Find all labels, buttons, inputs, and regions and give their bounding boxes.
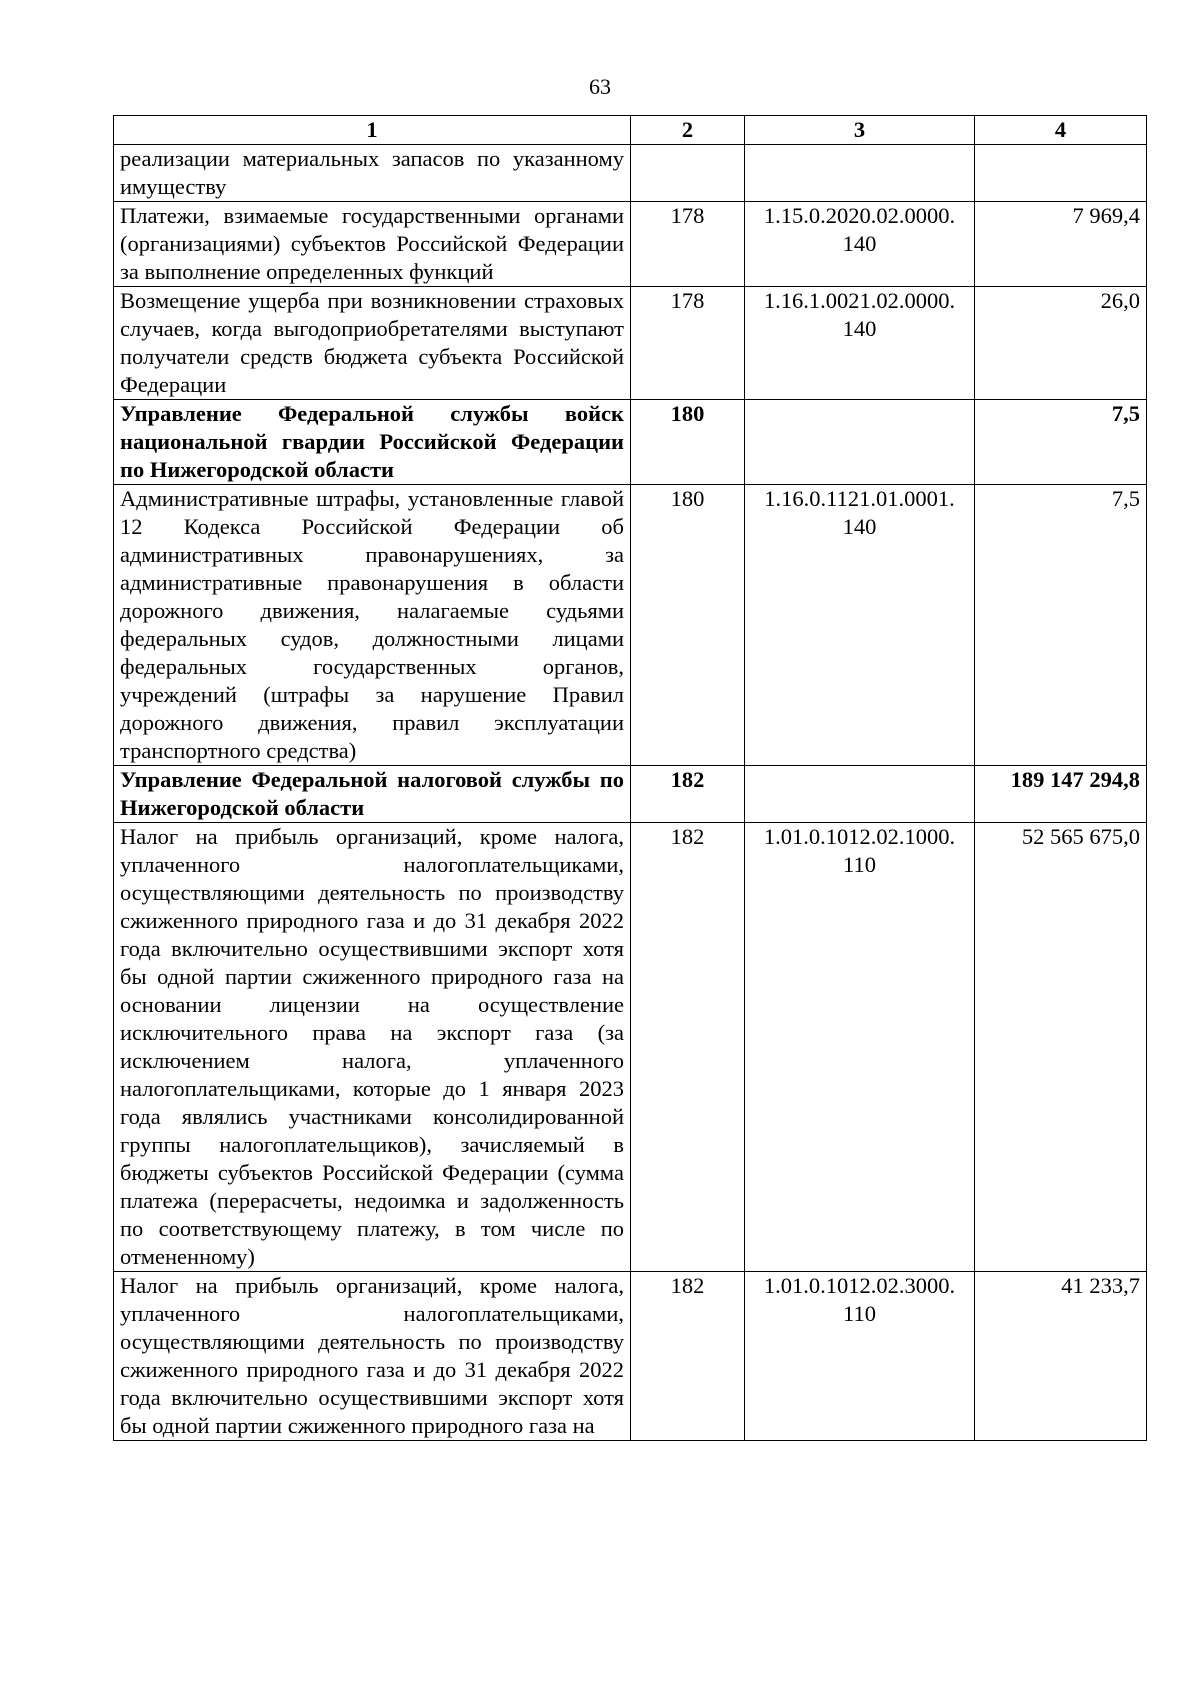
admin-code-cell: 182: [631, 823, 745, 1272]
amount-cell: [975, 145, 1147, 202]
admin-code-cell: 182: [631, 1272, 745, 1441]
table-row-administrator: [114, 400, 1147, 485]
table-body: [114, 145, 1147, 1441]
admin-code-cell: 182: [631, 766, 745, 823]
income-name-cell: Налог на прибыль организаций, кроме налога, уплаченного налогоплательщиками, осуществляющими деятельность по производству сжиженного природного газа и до 31 декабря 2022 года включительно осуществившими экспорт хотя бы одной партии сжиженного природного газа на: [114, 1272, 631, 1441]
budget-code-cell: [745, 823, 975, 1272]
column-header-2: 2: [631, 116, 745, 145]
amount-cell: 189 147 294,8: [975, 766, 1147, 823]
amount-cell: 26,0: [975, 287, 1147, 400]
amount-cell: 41 233,7: [975, 1272, 1147, 1441]
table-row: [114, 485, 1147, 766]
administrator-name-cell: Управление Федеральной налоговой службы по Нижегородской области: [114, 766, 631, 823]
amount-cell: 7,5: [975, 400, 1147, 485]
table-row: [114, 202, 1147, 287]
income-name-cell: Налог на прибыль организаций, кроме налога, уплаченного налогоплательщиками, осуществляющими деятельность по производству сжиженного природного газа и до 31 декабря 2022 года включительно осуществившими экспорт хотя бы одной партии сжиженного природного газа на основании лицензии на осуществление исключительного права на экспорт газа (за исключением налога, уплаченного налогоплательщиками, которые до 1 января 2023 года являлись участниками консолидированной группы налогоплательщиков), зачисляемый в бюджеты субъектов Российской Федерации (сумма платежа (перерасчеты, недоимка и задолженность по соответствующему платежу, в том числе по отмененному): [114, 823, 631, 1272]
table-row-administrator: [114, 766, 1147, 823]
table-row: [114, 287, 1147, 400]
budget-code-part-2: 140: [842, 514, 877, 539]
budget-code-part-1: 1.16.0.1121.01.0001.: [764, 486, 955, 511]
budget-code-cell: [745, 145, 975, 202]
column-header-4: 4: [975, 116, 1147, 145]
income-name-cell: Административные штрафы, установленные главой 12 Кодекса Российской Федерации об административных правонарушениях, за административные правонарушения в области дорожного движения, налагаемые судьями федеральных судов, должностными лицами федеральных государственных органов, учреждений (штрафы за нарушение Правил дорожного движения, правил эксплуатации транспортного средства): [114, 485, 631, 766]
budget-code-cell: [745, 485, 975, 766]
revenue-table: [113, 115, 1147, 1441]
admin-code-cell: 178: [631, 287, 745, 400]
admin-code-cell: [631, 145, 745, 202]
budget-code-part-1: 1.01.0.1012.02.1000.: [763, 824, 956, 849]
amount-cell: 7,5: [975, 485, 1147, 766]
table-row: [114, 1272, 1147, 1441]
budget-code-cell: [745, 202, 975, 287]
admin-code-cell: 180: [631, 485, 745, 766]
administrator-name-cell: Управление Федеральной службы войск национальной гвардии Российской Федерации по Нижегородской области: [114, 400, 631, 485]
amount-cell: 7 969,4: [975, 202, 1147, 287]
table-header-row: [114, 116, 1147, 145]
table-row: [114, 145, 1147, 202]
budget-code-part-2: 110: [843, 1301, 876, 1326]
admin-code-cell: 178: [631, 202, 745, 287]
budget-code-cell: [745, 287, 975, 400]
budget-code-cell: [745, 1272, 975, 1441]
admin-code-cell: 180: [631, 400, 745, 485]
budget-code-part-2: 140: [842, 316, 877, 341]
column-header-1: 1: [114, 116, 631, 145]
budget-code-part-1: 1.15.0.2020.02.0000.: [763, 203, 956, 228]
column-header-3: 3: [745, 116, 975, 145]
income-name-cell: реализации материальных запасов по указанному имуществу: [114, 145, 631, 202]
amount-cell: 52 565 675,0: [975, 823, 1147, 1272]
income-name-cell: Платежи, взимаемые государственными органами (организациями) субъектов Российской Федерации за выполнение определенных функций: [114, 202, 631, 287]
budget-code-part-1: 1.01.0.1012.02.3000.: [763, 1273, 956, 1298]
budget-code-part-2: 110: [843, 852, 876, 877]
budget-code-cell: [745, 400, 975, 485]
budget-code-part-2: 140: [842, 231, 877, 256]
income-name-cell: Возмещение ущерба при возникновении страховых случаев, когда выгодоприобретателями выступают получатели средств бюджета субъекта Российской Федерации: [114, 287, 631, 400]
page-number: 63: [589, 74, 611, 99]
budget-code-cell: [745, 766, 975, 823]
budget-code-part-1: 1.16.1.0021.02.0000.: [763, 288, 956, 313]
table-row: [114, 823, 1147, 1272]
